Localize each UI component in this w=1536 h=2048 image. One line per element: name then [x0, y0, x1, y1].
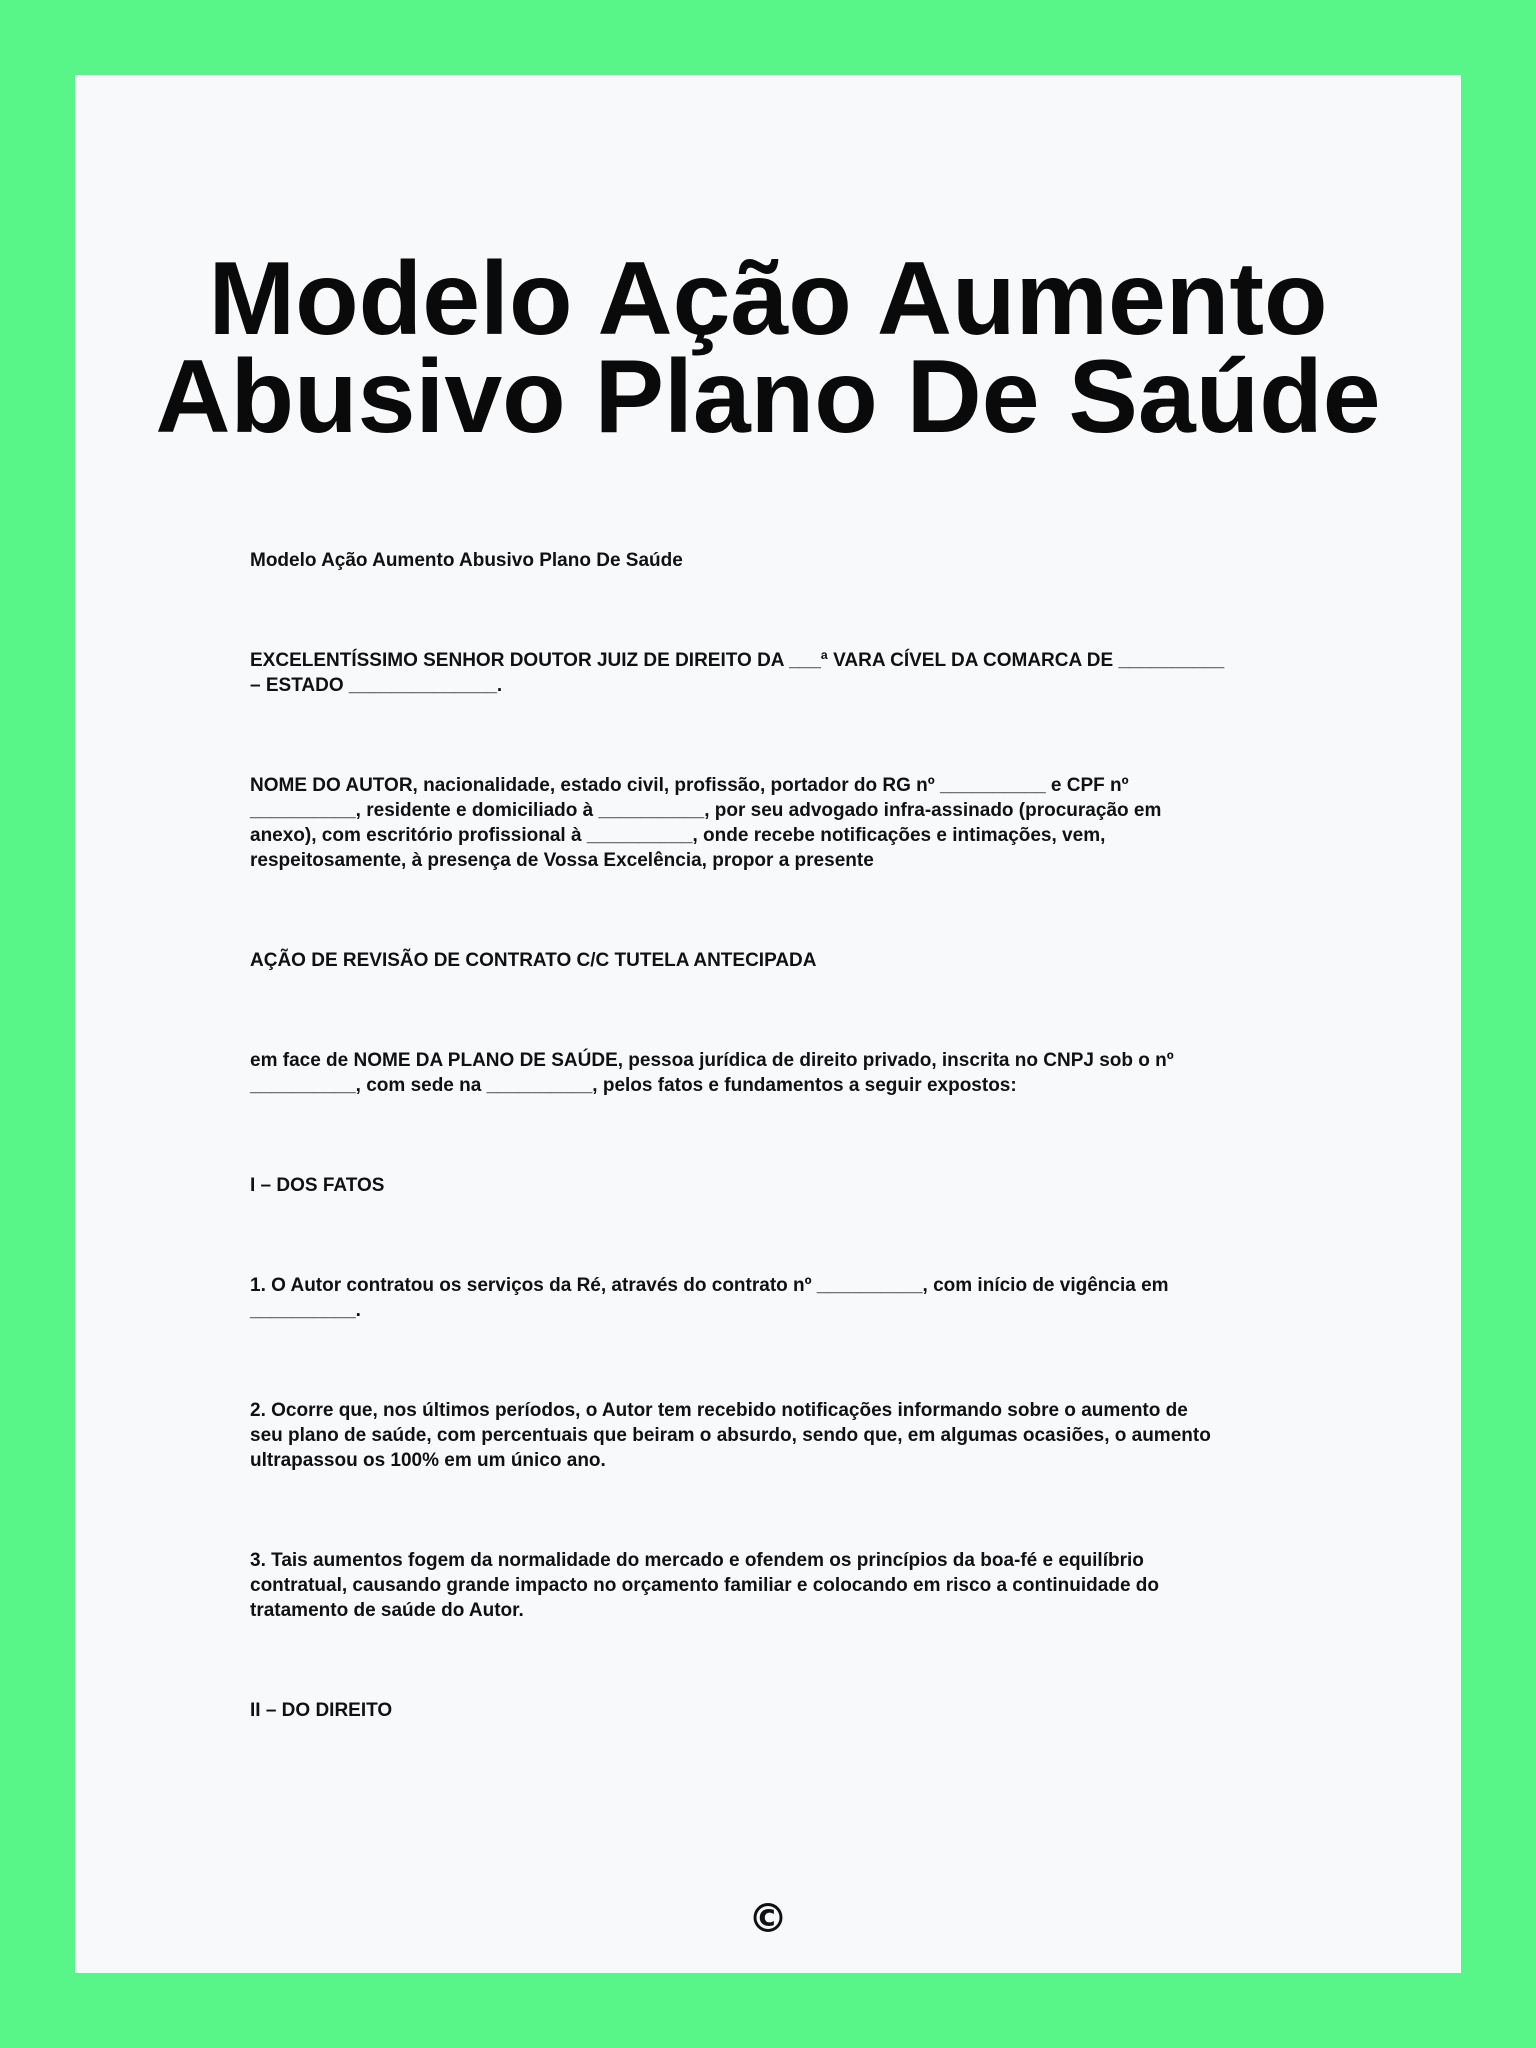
fact-item-3: 3. Tais aumentos fogem da normalidade do mercado e ofendem os princípios da boa-fé e equilíbrio contratual, causando grande impacto no orçamento familiar e colocando em risco a continuidade do tratamento de saúde do Autor. — [250, 1550, 1160, 1621]
plaintiff-paragraph: NOME DO AUTOR, nacionalidade, estado civil, profissão, portador do RG nº __________ e CPF nº __________, residente e domiciliado à __________, por seu advogado infra-assinado (procuração em anexo), com escritório profissional à __________, onde recebe notificações e intimações, vem, respeitosamente, à presença de Vossa Excelência, propor a presente — [250, 775, 1162, 871]
document-subtitle: Modelo Ação Aumento Abusivo Plano De Saúde — [250, 550, 683, 571]
title-line-2: Abusivo Plano De Saúde — [155, 339, 1381, 455]
document-page — [75, 75, 1461, 1973]
facts-heading: I – DOS FATOS — [250, 1175, 385, 1196]
fact-item-1: 1. O Autor contratou os serviços da Ré, através do contrato nº __________, com início de vigência em __________. — [250, 1275, 1169, 1321]
document-title — [75, 241, 1461, 455]
copyright-icon: © — [748, 1896, 788, 1942]
document-body — [250, 548, 1280, 1798]
action-heading: AÇÃO DE REVISÃO DE CONTRATO C/C TUTELA ANTECIPADA — [250, 950, 817, 971]
fact-item-2: 2. Ocorre que, nos últimos períodos, o Autor tem recebido notificações informando sobre o aumento de seu plano de saúde, com percentuais que beiram o absurdo, sendo que, em algumas ocasiões, o aumento ultrapassou os 100% em um único ano. — [250, 1400, 1211, 1471]
defendant-paragraph: em face de NOME DA PLANO DE SAÚDE, pessoa jurídica de direito privado, inscrita no CNPJ sob o nº __________, com sede na __________, pelos fatos e fundamentos a seguir expostos: — [250, 1050, 1174, 1096]
title-line-1: Modelo Ação Aumento — [208, 241, 1328, 357]
addressee-paragraph: EXCELENTÍSSIMO SENHOR DOUTOR JUIZ DE DIREITO DA ___ª VARA CÍVEL DA COMARCA DE __________ – ESTADO ______________. — [250, 650, 1225, 696]
law-heading: II – DO DIREITO — [250, 1700, 393, 1721]
